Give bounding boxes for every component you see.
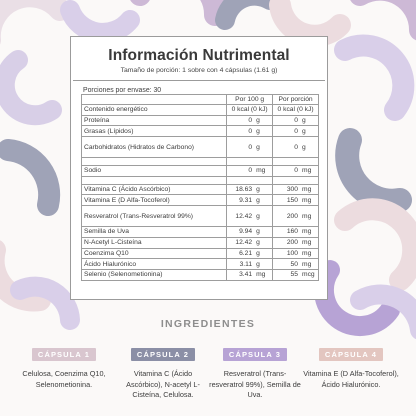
value-cell [229,117,270,124]
spacer-cell [227,176,273,184]
nutrient-name: Resveratrol (Trans-Resveratrol 99%) [82,206,227,227]
nutrition-table [81,94,319,281]
value-unit: g [302,117,306,125]
value-cell [229,261,270,268]
spacer-cell [82,176,227,184]
capsule-badge: CÁPSULA 3 [223,348,287,361]
per-portion-value [273,206,319,227]
per-100g-value [227,269,273,280]
per-portion-value [273,126,319,137]
per-portion-value: 0 kcal (0 kJ) [273,105,319,116]
panel-title: Información Nutrimental [108,47,290,64]
value-cell [229,271,270,278]
capsule-badge: CÁPSULA 4 [319,348,383,361]
value-cell [275,213,316,220]
nutrient-name: Vitamina E (D Alfa-Tocoferol) [82,195,227,206]
spacer-row [82,158,319,166]
value-number: 3.41 [239,271,253,279]
table-row [82,237,319,248]
value-cell [275,144,316,151]
spacer-cell [227,158,273,166]
capsule-3 [207,344,303,401]
table-row [82,137,319,158]
value-unit: mg [256,271,266,279]
capsule-badge: CÁPSULA 1 [32,348,96,361]
table-row [82,105,319,116]
capsule-1 [16,344,112,390]
per-portion-value [273,195,319,206]
value-unit: g [256,186,260,194]
value-number: 300 [286,186,298,194]
per-100g-value [227,126,273,137]
value-unit: g [256,212,260,220]
spacer-row [82,176,319,184]
value-unit: mcg [302,271,315,279]
value-unit: g [256,196,260,204]
capsule-description: Celulosa, Coenzima Q10, Selenometionina. [22,369,106,389]
value-unit: mg [302,249,312,257]
header-per-100g: Por 100 g [227,95,273,105]
nutrient-name: Grasas (Lípidos) [82,126,227,137]
value-unit: mg [302,167,312,175]
per-100g-value [227,115,273,126]
nutrient-name: Ácido Hialurónico [82,259,227,270]
per-portion-value [273,137,319,158]
per-portion-value [273,237,319,248]
value-cell [275,197,316,204]
per-100g-value [227,137,273,158]
per-portion-value [273,115,319,126]
value-number: 100 [286,249,298,257]
value-number: 0 [294,117,298,125]
spacer-cell [82,158,227,166]
table-row [82,227,319,238]
nutrition-facts-panel [70,36,328,300]
per-100g-value [227,259,273,270]
value-cell [229,144,270,151]
table-row [82,195,319,206]
header-blank [82,95,227,105]
value-number: 0 [248,167,253,175]
table-row [82,269,319,280]
value-number: 6.21 [239,249,253,257]
value-cell [275,117,316,124]
value-number: 160 [286,228,298,236]
header-per-portion: Por porción [273,95,319,105]
per-100g-value [227,206,273,227]
value-cell [229,213,270,220]
ingredients-title: INGREDIENTES [160,318,256,330]
per-portion-value [273,166,319,177]
nutrient-name: Coenzima Q10 [82,248,227,259]
value-cell [229,239,270,246]
per-100g-value [227,195,273,206]
per-100g-value [227,237,273,248]
value-number: 55 [290,271,298,279]
value-number: 12.42 [235,212,253,220]
nutrient-name: Carbohidratos (Hidratos de Carbono) [82,137,227,158]
table-row [82,248,319,259]
value-number: 150 [286,196,298,204]
value-number: 50 [290,260,298,268]
capsule-description: Resveratrol (Trans-resveratrol 99%), Semilla de Uva. [209,369,301,400]
value-unit: g [256,249,260,257]
value-unit: g [302,127,306,135]
value-cell [275,239,316,246]
value-number: 0 [248,117,253,125]
value-number: 3.11 [239,260,253,268]
table-row [82,206,319,227]
value-unit: mg [302,228,312,236]
value-unit: g [256,260,260,268]
value-number: 0 [294,127,298,135]
value-unit: g [256,117,260,125]
value-cell [229,167,270,174]
per-100g-value: 0 kcal (0 kJ) [227,105,273,116]
per-portion-value [273,184,319,195]
value-number: 9.94 [239,228,253,236]
value-number: 0 [248,127,253,135]
value-cell [275,186,316,193]
value-cell [229,128,270,135]
nutrient-name: Semilla de Uva [82,227,227,238]
value-cell [275,128,316,135]
value-unit: g [302,143,306,151]
value-unit: mg [302,212,312,220]
capsule-badge: CÁPSULA 2 [131,348,195,361]
table-row [82,184,319,195]
capsule-2 [115,344,211,401]
per-100g-value [227,248,273,259]
value-cell [275,250,316,257]
serving-size: Tamaño de porción: 1 sobre con 4 cápsulas (1.61 g) [120,67,278,74]
value-unit: g [256,228,260,236]
capsule-4 [303,344,399,390]
table-row [82,259,319,270]
value-number: 0 [294,143,298,151]
per-portion-value [273,269,319,280]
nutrient-name: Vitamina C (Ácido Ascórbico) [82,184,227,195]
nutrient-name: Sodio [82,166,227,177]
spacer-cell [273,176,319,184]
value-cell [275,167,316,174]
capsule-description: Vitamina C (Ácido Ascórbico), N-acetyl L-Cisteína, Celulosa. [126,369,200,400]
table-header-row [82,95,319,105]
per-100g-value [227,227,273,238]
value-cell [229,186,270,193]
value-cell [229,197,270,204]
spacer-cell [273,158,319,166]
table-row [82,126,319,137]
value-unit: g [256,239,260,247]
value-number: 9.31 [239,196,253,204]
value-number: 0 [294,167,298,175]
value-number: 0 [248,143,253,151]
value-cell [229,228,270,235]
value-unit: mg [302,196,312,204]
nutrient-name: N-Acetyl L-Cisteína [82,237,227,248]
nutrient-name: Proteína [82,115,227,126]
value-cell [275,228,316,235]
servings-per-package: Porciones por envase: 30 [83,87,162,94]
per-100g-value [227,166,273,177]
value-cell [229,250,270,257]
value-unit: g [256,127,260,135]
value-unit: mg [302,186,312,194]
per-100g-value [227,184,273,195]
per-portion-value [273,227,319,238]
value-number: 12.42 [235,239,253,247]
value-number: 200 [286,239,298,247]
nutrient-name: Contenido energético [82,105,227,116]
value-number: 200 [286,212,298,220]
value-unit: g [256,143,260,151]
value-unit: mg [302,260,312,268]
per-portion-value [273,248,319,259]
value-unit: mg [302,239,312,247]
per-portion-value [273,259,319,270]
capsule-description: Vitamina E (D Alfa-Tocoferol), Ácido Hialurónico. [303,369,399,389]
value-unit: mg [256,167,266,175]
nutrient-name: Selenio (Selenometionina) [82,269,227,280]
table-row [82,166,319,177]
value-number: 18.63 [235,186,253,194]
value-cell [275,261,316,268]
value-cell [275,271,316,278]
table-row [82,115,319,126]
